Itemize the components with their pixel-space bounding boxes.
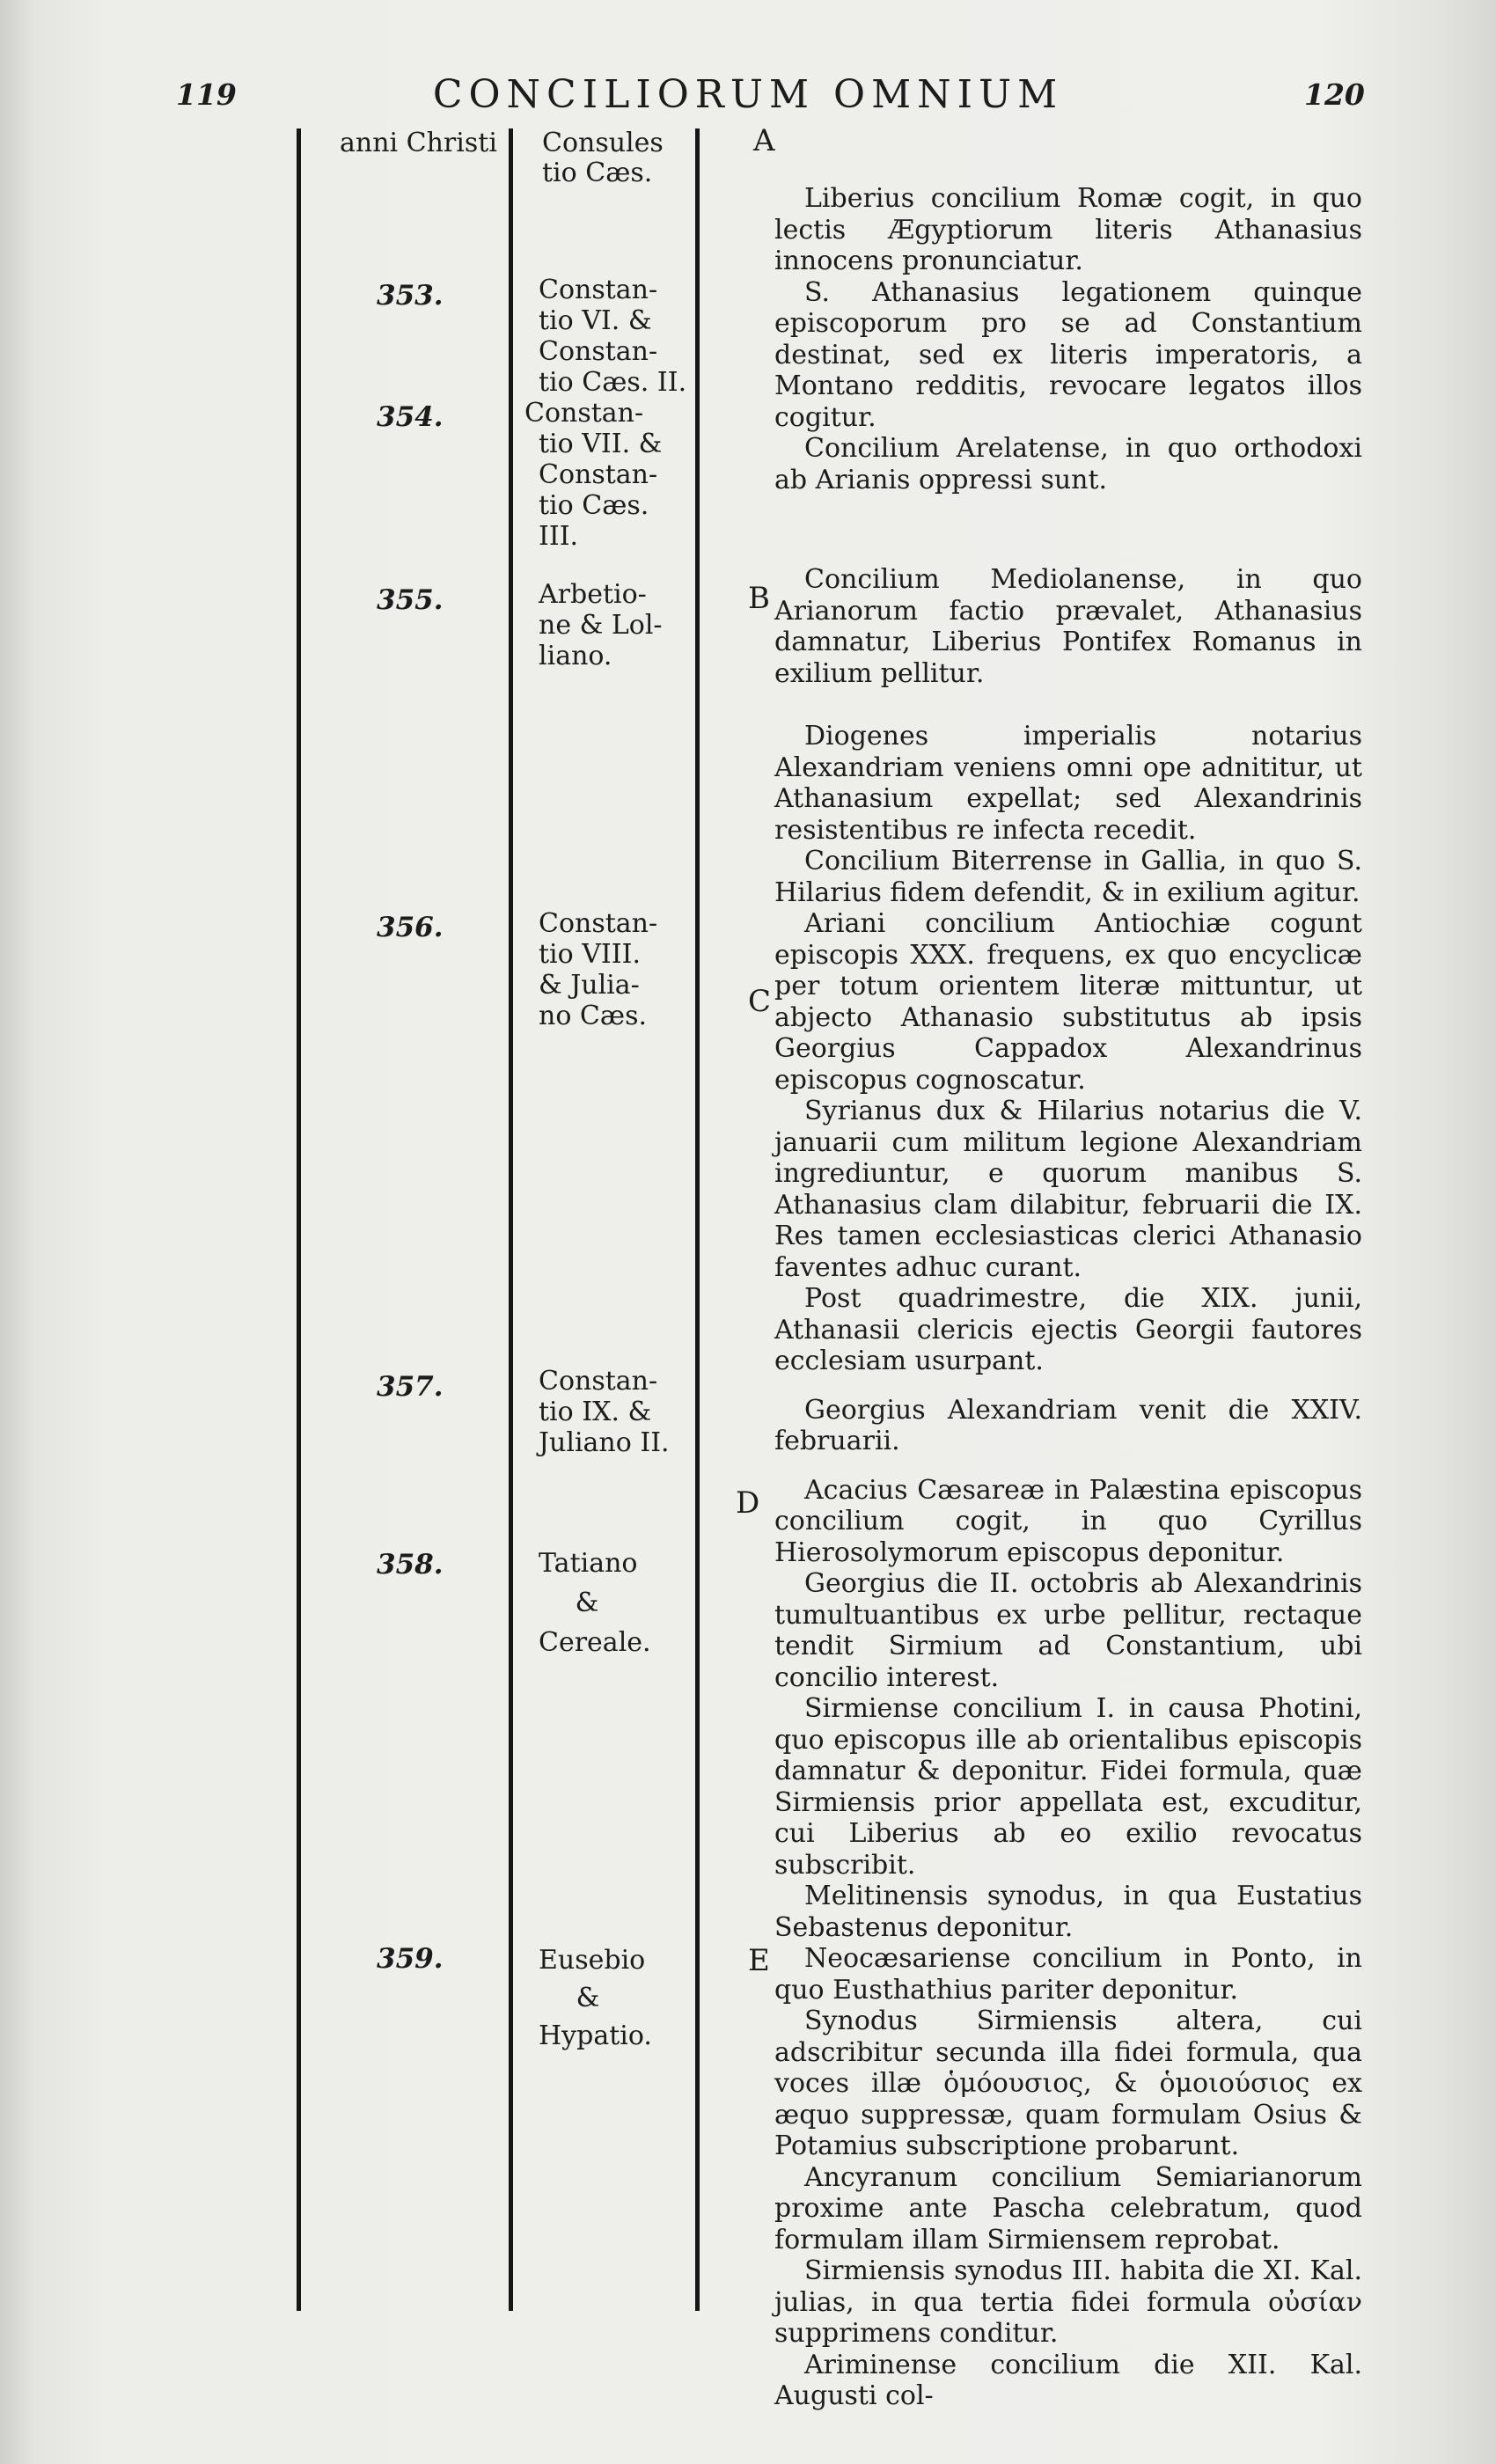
year-354: 354. (377, 401, 444, 433)
running-title: CONCILIORUM OMNIUM (432, 72, 1064, 117)
entry: Concilium Mediolanense, in quo Arianorum factio prævalet, Athanasius damnatur, Liberius Pontifex Romanus in exilium pellitur. (774, 564, 1362, 689)
entry: Ariminense concilium die XII. Kal. Augusti col- (774, 2349, 1362, 2411)
consuls-355 (539, 579, 697, 671)
entry: Concilium Arelatense, in quo orthodoxi ab Arianis oppressi sunt. (774, 433, 1362, 495)
entry: Ancyranum concilium Semiarianorum proxime ante Pascha celebratum, quod formulam illam Sirmiensem reprobat. (774, 2161, 1362, 2255)
consul-line: III. (539, 521, 579, 552)
consul-line: liano. (539, 641, 612, 671)
consul-line: no Cæs. (539, 1001, 648, 1031)
consuls-359 (539, 1941, 652, 2055)
consuls-357 (539, 1366, 715, 1458)
entry: Neocæsariense concilium in Ponto, in quo Eusthathius pariter deponitur. (774, 1943, 1362, 2006)
consul-line: Hypatio. (539, 2020, 652, 2051)
consul-line: & Julia- (539, 970, 640, 1001)
consuls-353 (539, 275, 697, 398)
consul-line: Constan- (524, 398, 644, 429)
consuls-356 (539, 908, 697, 1031)
entry: Melitinensis synodus, in qua Eustatius Sebastenus deponitur. (774, 1881, 1362, 1943)
consul-line: Constan- (539, 336, 658, 367)
entry: Syrianus dux & Hilarius notarius die V. januarii cum militum legione Alexandriam ingrediuntur, e quorum manibus S. Athanasius clam dilabitur, februarii die IX. Res tamen ecclesiasticas clerici Athanasio faventes adhuc curant. (774, 1096, 1362, 1283)
entry: Post quadrimestre, die XIX. junii, Athanasii clericis ejectis Georgii fautores ecclesiam usurpant. (774, 1283, 1362, 1376)
council-entries (774, 183, 1362, 2412)
year-356: 356. (377, 912, 444, 943)
entry: Sirmiense concilium I. in causa Photini, quo episcopus ille ab orientalibus episcopis damnatur & deponitur. Fidei formula, quæ Sirmiensis prior appellata est, excuditur, cui Liberius ab eo exilio revocatus subscribit. (774, 1693, 1362, 1881)
entry: Georgius die II. octobris ab Alexandrinis tumultuantibus ex urbe pellitur, rectaque tendit Sirmium ad Constantium, ubi concilio interest. (774, 1568, 1362, 1693)
consul-line: tio VII. & (539, 429, 663, 459)
margin-letter-e: E (748, 1943, 770, 1978)
entry: Sirmiensis synodus III. habita die XI. Kal. julias, in qua tertia fidei formula οὐσίαν supprimens conditur. (774, 2255, 1362, 2349)
consul-line: & (576, 1983, 600, 2013)
entry: Concilium Biterrense in Gallia, in quo S. Hilarius fidem defendit, & in exilium agitur. (774, 846, 1362, 908)
consul-line: Eusebio (539, 1945, 646, 1976)
consul-line: Constan- (539, 1366, 658, 1397)
consul-line: tio VIII. (539, 939, 642, 970)
year-359: 359. (377, 1943, 444, 1975)
consul-line: Arbetio- (539, 579, 647, 610)
year-357: 357. (377, 1371, 444, 1403)
consul-line: & (575, 1588, 599, 1618)
rule-line-left (297, 128, 301, 2311)
year-355: 355. (377, 584, 444, 616)
margin-letter-d: D (736, 1485, 760, 1521)
entry: Diogenes imperialis notarius Alexandriam veniens omni ope adnititur, ut Athanasium expellat; sed Alexandrinis resistentibus re infecta recedit. (774, 721, 1362, 846)
entry: Acacius Cæsareæ in Palæstina episcopus concilium cogit, in quo Cyrillus Hierosolymorum episcopus deponitur. (774, 1474, 1362, 1568)
consul-line: Tatiano (539, 1548, 638, 1579)
year-353: 353. (377, 280, 444, 312)
consul-line: tio VI. & (539, 305, 652, 336)
consul-line: tio Cæs. (539, 490, 649, 521)
consul-line: Juliano II. (539, 1427, 670, 1458)
rule-line-right (695, 128, 700, 2311)
consuls-column-header (542, 128, 692, 188)
margin-letter-c: C (748, 984, 772, 1019)
entry: Ariani concilium Antiochiæ cogunt episcopis XXX. frequens, ex quo encyclicæ per totum orientem literæ mittuntur, ut abjecto Athanasio substitutus ab ipsis Georgius Cappadox Alexandrinus episcopus cognoscatur. (774, 908, 1362, 1096)
page-number-left: 119 (176, 77, 237, 112)
page-number-right: 120 (1304, 77, 1365, 112)
rule-line-middle (509, 128, 513, 2311)
consul-line: Constan- (539, 459, 658, 490)
entry: Georgius Alexandriam venit die XXIV. februarii. (774, 1394, 1362, 1456)
consul-line: Constan- (539, 275, 658, 305)
year-358: 358. (377, 1549, 444, 1580)
consuls-header-line-1: Consules (542, 128, 664, 158)
consul-line: Constan- (539, 908, 658, 939)
consuls-354 (524, 398, 683, 552)
consul-line: ne & Lol- (539, 610, 663, 641)
consuls-358 (539, 1544, 651, 1662)
entry: S. Athanasius legationem quinque episcoporum pro se ad Constantium destinat, sed ex literis imperatoris, a Montano redditis, revocare legatos illos cogitur. (774, 276, 1362, 433)
consuls-header-line-2: tio Cæs. (542, 158, 653, 188)
consul-line: tio IX. & (539, 1397, 652, 1427)
years-column-header: anni Christi (340, 128, 497, 158)
consul-line: tio Cæs. II. (539, 367, 687, 398)
entry: Liberius concilium Romæ cogit, in quo lectis Ægyptiorum literis Athanasius innocens pronunciatur. (774, 183, 1362, 276)
entry: Synodus Sirmiensis altera, cui adscribitur secunda illa fidei formula, qua voces illæ ὁμόουσιος, & ὁμοιούσιος ex æquo suppressæ, quam formulam Osius & Potamius subscriptione probarunt. (774, 2006, 1362, 2161)
margin-letter-a: A (753, 123, 775, 158)
margin-letter-b: B (748, 581, 770, 616)
consul-line: Cereale. (539, 1627, 651, 1658)
